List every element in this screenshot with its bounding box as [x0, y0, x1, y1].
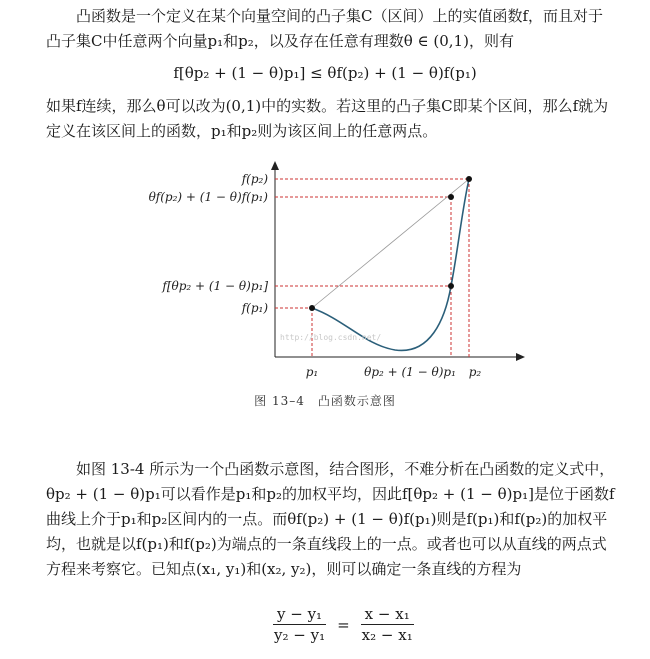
watermark: http://blog.csdn.net/ [280, 333, 382, 342]
point-f-p1 [309, 305, 315, 311]
chord-line [312, 179, 469, 308]
y-label-f-p2: f(p₂) [241, 172, 268, 186]
figure-svg [140, 160, 540, 390]
convex-curve [312, 179, 469, 350]
x-label-p2: p₂ [468, 365, 482, 379]
lhs-numerator: y − y₁ [273, 604, 326, 625]
convexity-inequality: f[θp₂ + (1 − θ)p₁] ≤ θf(p₂) + (1 − θ)f(p₁) [173, 64, 477, 82]
x-label-mid: θp₂ + (1 − θ)p₁ [364, 365, 456, 379]
continuity-paragraph: 如果f连续，那么θ可以改为(0,1)中的实数。若这里的凸子集C即某个区间，那么f就为定义在该区间上的函数，p₁和p₂则为该区间上的任意两点。 [46, 97, 609, 140]
two-point-equation [270, 604, 417, 645]
equation-lhs [270, 604, 329, 645]
equals-sign: = [337, 615, 350, 634]
convex-function-figure [140, 160, 540, 394]
point-f-p2 [466, 176, 472, 182]
equation-rhs [358, 604, 417, 645]
rhs-numerator: x − x₁ [361, 604, 414, 625]
y-label-f-p1: f(p₁) [241, 301, 268, 315]
y-label-curve: f[θp₂ + (1 − θ)p₁] [162, 279, 268, 293]
guide-lines [275, 179, 469, 357]
point-chord [448, 194, 454, 200]
y-label-chord: θf(p₂) + (1 − θ)f(p₁) [148, 190, 268, 204]
lhs-denominator: y₂ − y₁ [274, 626, 326, 644]
y-axis-arrow-icon [271, 161, 279, 170]
point-curve [448, 283, 454, 289]
analysis-paragraph: 如图 13-4 所示为一个凸函数示意图，结合图形，不难分析在凸函数的定义式中，θp₂ + (1 − θ)p₁可以看作是p₁和p₂的加权平均，因此f[θp₂ + (1 − θ)p₁]是位于函数f曲线上介于p₁和p₂区间内的一点。而θf(p₂) + (1 − θ)f(p₁)则是f(p₁)和f(p₂)的加权平均，也就是以f(p₁)和f(p₂)为端点的一条直线段上的一点。或者也可以从直线的两点式方程来考察它。已知点(x₁, y₁)和(x₂, y₂)，则可以确定一条直线的方程为 [46, 460, 615, 578]
rhs-denominator: x₂ − x₁ [361, 626, 413, 644]
intro-paragraph: 凸函数是一个定义在某个向量空间的凸子集C（区间）上的实值函数f，而且对于凸子集C中任意两个向量p₁和p₂，以及存在任意有理数θ ∈ (0,1)，则有 [46, 7, 604, 50]
x-label-p1: p₁ [305, 365, 319, 379]
x-axis-arrow-icon [516, 353, 525, 361]
figure-caption: 图 13–4 凸函数示意图 [254, 394, 396, 408]
